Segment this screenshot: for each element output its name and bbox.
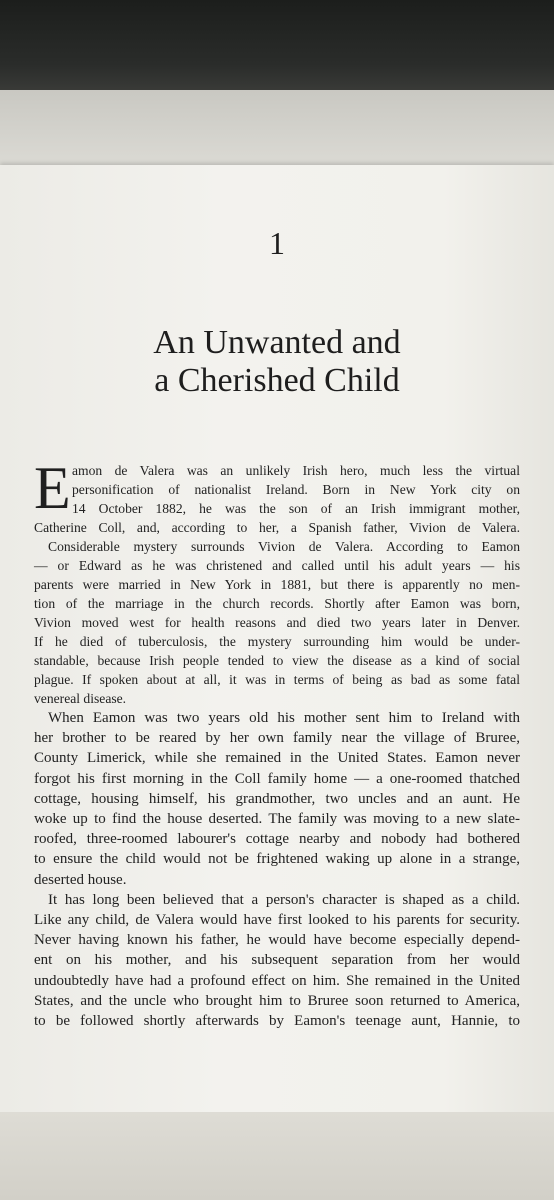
paragraph-1 (34, 455, 520, 537)
drop-cap: E (34, 455, 71, 521)
text-line: venereal disease. (34, 691, 127, 706)
text-line: forgot his first morning in the Coll family home — a one-roomed thatched (34, 770, 520, 787)
text-line: her brother to be reared by her own family near the village of Bruree, (34, 730, 520, 747)
paragraph-4 (34, 890, 520, 1031)
text-line: When Eamon was two years old his mother sent him to Ireland with (48, 710, 520, 726)
text-line: — or Edward as he was christened and called until his adult years — his (34, 558, 520, 573)
chapter-title-line-1: An Unwanted and (153, 324, 401, 361)
text-line: tion of the marriage in the church records. Shortly after Eamon was born, (34, 596, 520, 611)
text-line: to ensure the child would not be frightened waking up alone in a strange, (34, 851, 520, 868)
text-line: personification of nationalist Ireland. Born in New York city on (72, 482, 520, 497)
background-surface (0, 90, 554, 170)
text-line: Like any child, de Valera would have first looked to his parents for security. (34, 912, 520, 929)
text-line: to be followed shortly afterwards by Eamon's teenage aunt, Hannie, to (34, 1013, 520, 1030)
text-line: Considerable mystery surrounds Vivion de Valera. According to Eamon (48, 539, 520, 554)
text-line: ent on his mother, and his subsequent separation from her would (34, 952, 520, 969)
body-text (34, 455, 520, 1031)
text-line: Catherine Coll, and, according to her, a Spanish father, Vivion de Valera. (34, 520, 520, 535)
chapter-title (0, 324, 554, 400)
text-line: 14 October 1882, he was the son of an Irish immigrant mother, (72, 501, 520, 516)
chapter-title-line-2: a Cherished Child (154, 362, 400, 399)
text-line: roofed, three-roomed labourer's cottage nearby and nobody had bothered (34, 831, 520, 848)
text-line: Vivion moved west for health reasons and died two years later in Denver. (34, 615, 520, 630)
text-line: undoubtedly have had a profound effect on him. She remained in the United (34, 972, 520, 989)
text-line: States, and the uncle who brought him to Bruree soon returned to America, (34, 992, 520, 1009)
text-line: County Limerick, while she remained in the United States. Eamon never (34, 750, 520, 767)
dark-background (0, 0, 554, 92)
text-line: plague. If spoken about at all, it was in terms of being as bad as some fatal (34, 672, 520, 687)
text-line: standable, because Irish people tended to view the disease as a kind of social (34, 653, 520, 668)
text-line: If he died of tuberculosis, the mystery surrounding him would be under- (34, 634, 520, 649)
text-line: It has long been believed that a person's character is shaped as a child. (48, 891, 520, 908)
paragraph-3 (34, 708, 520, 890)
text-line: Never having known his father, he would have become especially depend- (34, 932, 520, 949)
text-line: amon de Valera was an unlikely Irish hero, much less the virtual (72, 463, 520, 478)
text-line: deserted house. (34, 871, 127, 888)
page-bottom-edge (0, 1112, 554, 1200)
paragraph-2 (34, 537, 520, 708)
text-line: parents were married in New York in 1881, but there is apparently no men- (34, 577, 520, 592)
chapter-number: 1 (269, 225, 285, 261)
text-line: woke up to find the house deserted. The family was moving to a new slate- (34, 811, 520, 828)
text-line: cottage, housing himself, his grandmother, two uncles and an aunt. He (34, 790, 520, 807)
